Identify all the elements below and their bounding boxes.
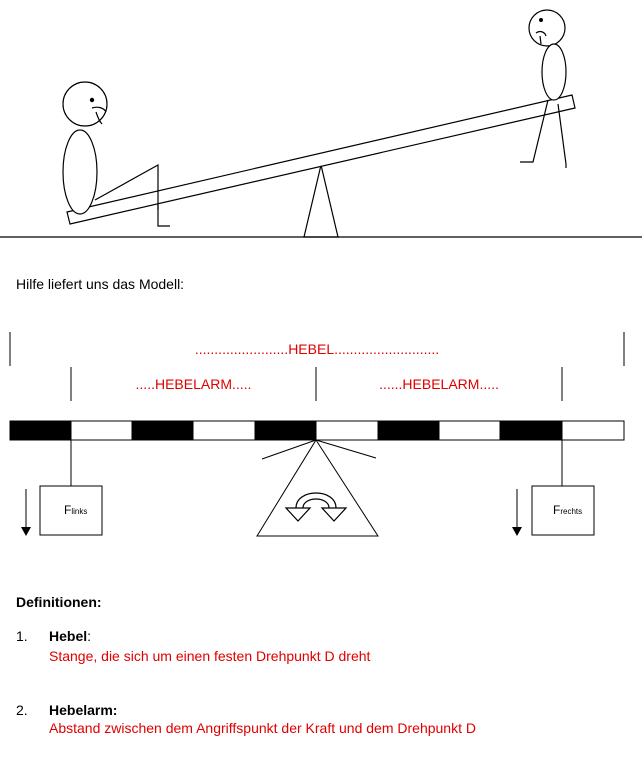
definition-2-text: Abstand zwischen dem Angriffspunkt der Kraft und dem Drehpunkt D: [49, 720, 476, 736]
definition-1-number: 1.: [16, 628, 28, 644]
force-arrow-left: [21, 527, 31, 536]
definition-1-term: Hebel:: [49, 628, 92, 644]
hebel-label: ........................HEBEL...........................: [194, 341, 440, 357]
definition-2-term: Hebelarm:: [49, 702, 118, 718]
definition-2-number: 2.: [16, 702, 28, 718]
force-arrow-right: [512, 527, 522, 536]
force-label-left: Flinks: [64, 503, 88, 517]
lever-bar: [10, 421, 624, 440]
intro-text: Hilfe liefert uns das Modell:: [16, 276, 185, 292]
force-label-right: Frechts: [553, 503, 583, 517]
definitions-heading: Definitionen:: [16, 594, 102, 610]
hebelarm-label-left: .....HEBELARM.....: [135, 376, 252, 392]
hebelarm-label-right: ......HEBELARM.....: [379, 376, 499, 392]
definition-1-text: Stange, die sich um einen festen Drehpunkt D dreht: [49, 648, 371, 664]
